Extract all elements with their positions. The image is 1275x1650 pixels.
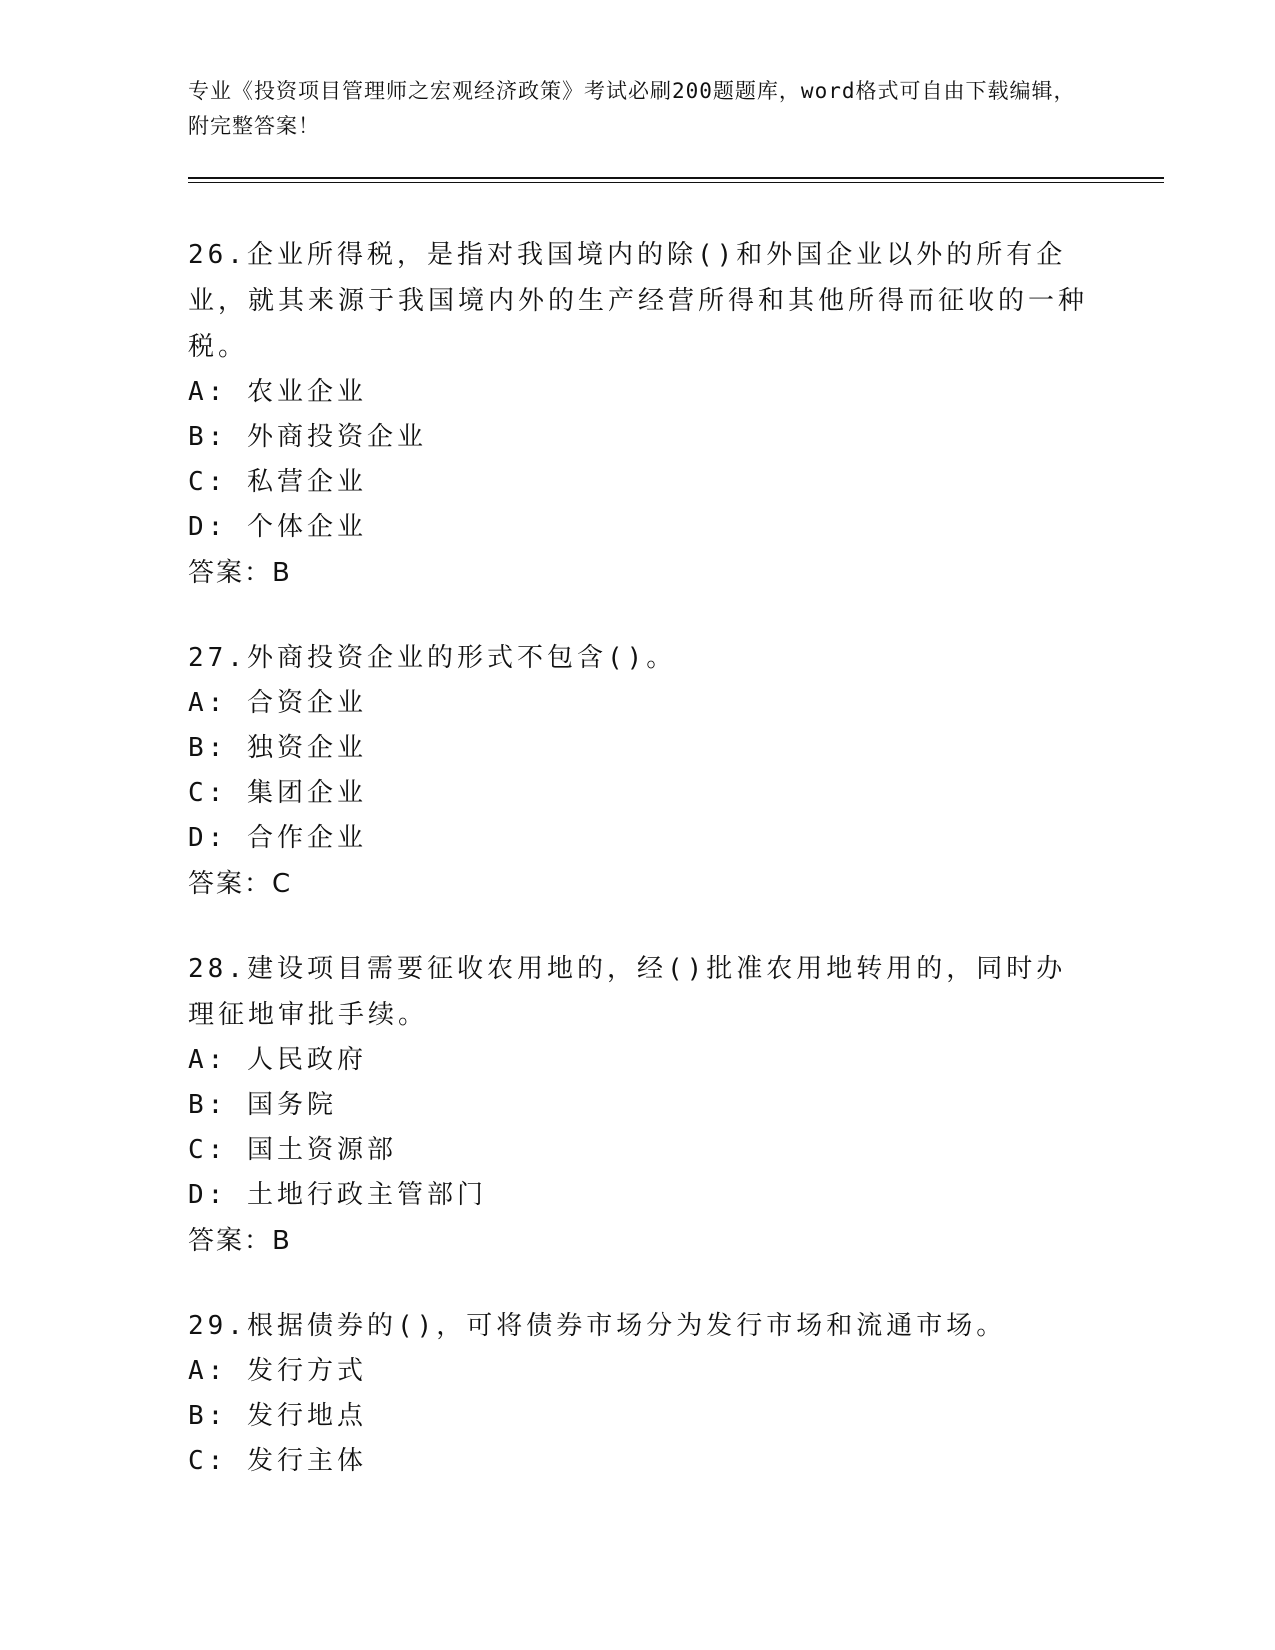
option-b: B: 独资企业 bbox=[188, 733, 367, 763]
answer-label: 答案：B bbox=[188, 558, 292, 588]
option-b: B: 国务院 bbox=[188, 1090, 337, 1120]
question-list bbox=[188, 232, 1088, 1523]
answer-label: 答案：B bbox=[188, 1226, 292, 1256]
header-divider-thick bbox=[188, 177, 1164, 179]
option-b: B: 发行地点 bbox=[188, 1401, 367, 1431]
question-stem: 27.外商投资企业的形式不包含()。 bbox=[188, 643, 677, 673]
question-stem: 26.企业所得税，是指对我国境内的除()和外国企业以外的所有企业，就其来源于我国境内外的生产经营所得和其他所得而征收的一种税。 bbox=[188, 240, 1089, 362]
option-d: D: 合作企业 bbox=[188, 823, 367, 853]
option-c: C: 集团企业 bbox=[188, 778, 367, 808]
question-29 bbox=[188, 1303, 1088, 1484]
question-27 bbox=[188, 635, 1088, 907]
option-d: D: 个体企业 bbox=[188, 512, 367, 542]
option-b: B: 外商投资企业 bbox=[188, 422, 427, 452]
option-a: A: 人民政府 bbox=[188, 1045, 367, 1075]
answer-label: 答案：C bbox=[188, 869, 293, 899]
option-a: A: 农业企业 bbox=[188, 377, 367, 407]
option-c: C: 私营企业 bbox=[188, 467, 367, 497]
question-28 bbox=[188, 946, 1088, 1264]
option-a: A: 合资企业 bbox=[188, 688, 367, 718]
document-header: 专业《投资项目管理师之宏观经济政策》考试必刷200题题库，word格式可自由下载编辑，附完整答案！ bbox=[188, 79, 1076, 138]
header-divider-thin bbox=[188, 182, 1164, 183]
option-a: A: 发行方式 bbox=[188, 1356, 367, 1386]
question-stem: 28.建设项目需要征收农用地的，经()批准农用地转用的，同时办理征地审批手续。 bbox=[188, 954, 1067, 1030]
option-d: D: 土地行政主管部门 bbox=[188, 1180, 487, 1210]
question-26 bbox=[188, 232, 1088, 596]
question-stem: 29.根据债券的()，可将债券市场分为发行市场和流通市场。 bbox=[188, 1311, 1007, 1341]
option-c: C: 国土资源部 bbox=[188, 1135, 397, 1165]
option-c: C: 发行主体 bbox=[188, 1446, 367, 1476]
